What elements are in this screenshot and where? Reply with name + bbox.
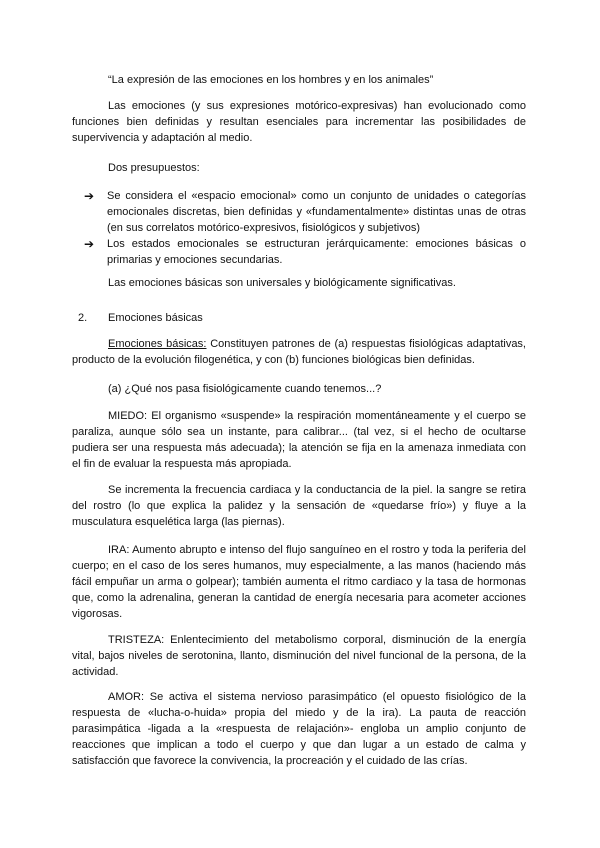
bullet-text: Los estados emocionales se estructuran jerárquicamente: emociones básicas o primarias y emociones secundarias. <box>107 238 526 266</box>
bullet-text: Se considera el «espacio emocional» como un conjunto de unidades o categorías emocionales discretas, bien definidas y «fundamentalmente» distintas unas de otras (en sus correlatos motórico-expresivos, fisiológicos y subjetivos) <box>107 190 526 234</box>
pregunta-paragraph: (a) ¿Qué nos pasa fisiológicamente cuando tenemos...? <box>108 383 382 395</box>
section-title: Emociones básicas <box>108 312 203 324</box>
universales-paragraph: Las emociones básicas son universales y biológicamente significativas. <box>108 277 456 289</box>
tristeza-paragraph: TRISTEZA: Enlentecimiento del metabolismo corporal, disminución de la energía vital, bajos niveles de serotonina, llanto, disminución del nivel funcional de la persona, de la actividad. <box>72 634 526 678</box>
section-heading <box>78 310 203 326</box>
ira-paragraph: IRA: Aumento abrupto e intenso del flujo sanguíneo en el rostro y toda la periferia del cuerpo; en el caso de los seres humanos, muy especialmente, a las manos (haciendo más fácil empuñar un arma o golpear); también aumenta el ritmo cardiaco y la tasa de hormonas que, como la adrenalina, generan la cantidad de energía necesaria para acometer acciones vigorosas. <box>72 544 526 620</box>
list-item <box>84 188 526 236</box>
miedo-paragraph: MIEDO: El organismo «suspende» la respiración momentáneamente y el cuerpo se paraliza, aunque sólo sea un instante, para calibrar... (tal vez, si el hecho de ocultarse pudiera ser una respuesta más adecuada); la atención se fija en la amenaza inmediata con el fin de evaluar la respuesta más apropiada. <box>72 410 526 470</box>
definicion-label: Emociones básicas: <box>108 338 207 350</box>
arrow-icon: ➔ <box>84 189 95 203</box>
definicion-paragraph <box>72 336 526 368</box>
miedo-continuation-paragraph: Se incrementa la frecuencia cardiaca y la conductancia de la piel. la sangre se retira del rostro (lo que explica la palidez y la sensación de «quedarse frío») y fluye a la musculatura esquelética larga (las piernas). <box>72 484 526 528</box>
section-number: 2. <box>78 312 88 324</box>
presupuestos-list <box>84 188 526 268</box>
intro-paragraph: Las emociones (y sus expresiones motórico-expresivas) han evolucionado como funciones bien definidas y resultan esenciales para incrementar las posibilidades de supervivencia y adaptación al medio. <box>72 100 526 144</box>
definicion-text: Constituyen patrones de (a) respuestas fisiológicas adaptativas, producto de la evolución filogenética, y con (b) funciones biológicas bien definidas. <box>72 338 526 366</box>
title-quote: “La expresión de las emociones en los hombres y en los animales” <box>108 74 434 86</box>
amor-paragraph: AMOR: Se activa el sistema nervioso parasimpático (el opuesto fisiológico de la respuesta de «lucha-o-huida» propia del miedo y de la ira). La pauta de reacción parasimpática -ligada a la «respuesta de relajación»- engloba un amplio conjunto de reacciones que implican a todo el cuerpo y que dan lugar a un estado de calma y satisfacción que favorece la convivencia, la procreación y el cuidado de las crías. <box>72 691 526 767</box>
arrow-icon: ➔ <box>84 237 95 251</box>
presupuestos-label: Dos presupuestos: <box>108 162 200 174</box>
list-item <box>84 236 526 268</box>
